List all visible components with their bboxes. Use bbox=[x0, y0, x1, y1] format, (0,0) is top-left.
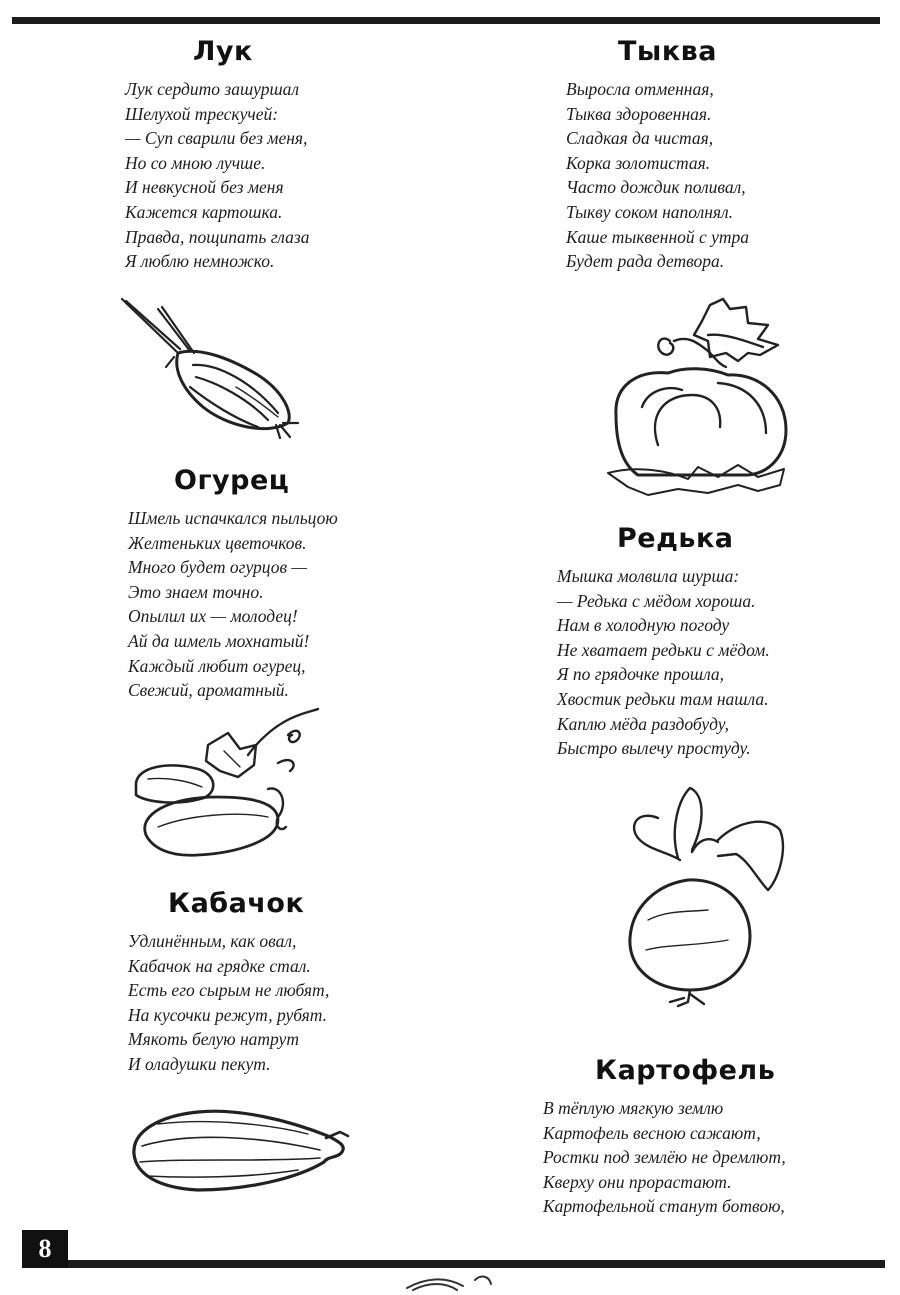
bottom-rule bbox=[68, 1260, 885, 1268]
poem-line: Будет рада детвора. bbox=[566, 251, 725, 272]
poem-line: Каждый любит огурец, bbox=[128, 655, 306, 676]
poem-title: Кабачок bbox=[168, 888, 305, 919]
poem-line: Много будет огурцов — bbox=[128, 557, 307, 578]
poem-line: Лук сердито зашуршал bbox=[125, 79, 300, 99]
poem-text bbox=[543, 1096, 786, 1219]
poem-line: Корка золотистая. bbox=[566, 152, 711, 173]
poem-zucchini bbox=[128, 888, 329, 1077]
onion-icon bbox=[118, 295, 303, 440]
zucchini-icon bbox=[128, 1102, 353, 1194]
poem-title: Лук bbox=[193, 36, 253, 67]
poem-line: Картофель весною сажают, bbox=[543, 1122, 761, 1143]
poem-line: Картофельной станут ботвою, bbox=[543, 1196, 785, 1217]
poem-text bbox=[566, 77, 749, 274]
poem-line: Шмель испачкался пыльцою bbox=[128, 508, 338, 528]
poem-line: Мякоть белую натрут bbox=[128, 1029, 299, 1050]
poem-line: В тёплую мягкую землю bbox=[543, 1098, 724, 1118]
poem-text bbox=[557, 564, 770, 761]
poem-line: Желтеньких цветочков. bbox=[128, 532, 307, 553]
poem-pumpkin bbox=[566, 36, 749, 274]
poem-line: Хвостик редьки там нашла. bbox=[557, 688, 769, 709]
poem-line: — Редька с мёдом хороша. bbox=[557, 590, 756, 611]
poem-onion bbox=[125, 36, 309, 274]
poem-line: И оладушки пекут. bbox=[128, 1053, 271, 1074]
poem-line: Каплю мёда раздобуду, bbox=[557, 713, 730, 734]
poem-line: Шелухой трескучей: bbox=[125, 103, 279, 124]
pumpkin-icon bbox=[598, 295, 798, 500]
poem-line: Нам в холодную погоду bbox=[557, 615, 730, 636]
poem-line: Кверху они прорастают. bbox=[543, 1171, 732, 1192]
poem-line: Тыкву соком наполнял. bbox=[566, 201, 734, 222]
poem-cucumber bbox=[128, 465, 338, 703]
poem-line: Часто дождик поливал, bbox=[566, 177, 746, 198]
poem-line: Быстро вылечу простуду. bbox=[557, 738, 751, 759]
poem-line: Ай да шмель мохнатый! bbox=[128, 630, 310, 651]
poem-line: Кажется картошка. bbox=[125, 201, 283, 222]
poem-line: Ростки под землёю не дремлют, bbox=[543, 1147, 786, 1168]
poem-text bbox=[128, 506, 338, 703]
poem-line: Это знаем точно. bbox=[128, 581, 264, 602]
poem-radish bbox=[557, 523, 770, 761]
poem-line: Кабачок на грядке стал. bbox=[128, 955, 311, 976]
poem-text bbox=[128, 929, 329, 1077]
poem-title: Тыква bbox=[618, 36, 717, 67]
poem-line: Выросла отменная, bbox=[566, 79, 714, 99]
poem-title: Огурец bbox=[174, 465, 290, 496]
poem-line: Опылил их — молодец! bbox=[128, 606, 298, 627]
poem-line: — Суп сварили без меня, bbox=[125, 128, 308, 149]
cucumber-icon bbox=[128, 705, 328, 865]
poem-text bbox=[125, 77, 309, 274]
poem-line: Мышка молвила шурша: bbox=[557, 566, 740, 586]
poem-line: Но со мною лучше. bbox=[125, 152, 266, 173]
poem-line: На кусочки режут, рубят. bbox=[128, 1004, 327, 1025]
poem-line: Есть его сырым не любят, bbox=[128, 980, 330, 1001]
poem-potato bbox=[543, 1055, 786, 1219]
poem-line: Сладкая да чистая, bbox=[566, 128, 714, 149]
poem-line: Каше тыквенной с утра bbox=[566, 226, 750, 247]
page-number: 8 bbox=[22, 1230, 68, 1268]
poem-line: Правда, пощипать глаза bbox=[125, 226, 310, 247]
poem-line: И невкусной без меня bbox=[125, 177, 284, 198]
poem-line: Я люблю немножко. bbox=[125, 251, 275, 272]
poem-line: Я по грядочке прошла, bbox=[557, 664, 725, 685]
poem-title: Картофель bbox=[595, 1055, 776, 1086]
poem-line: Удлинённым, как овал, bbox=[128, 931, 297, 951]
radish-icon bbox=[618, 780, 793, 1010]
poem-title: Редька bbox=[617, 523, 734, 554]
poem-line: Тыква здоровенная. bbox=[566, 103, 712, 124]
top-rule bbox=[12, 17, 880, 24]
poem-line: Свежий, ароматный. bbox=[128, 680, 289, 701]
ornament-icon bbox=[405, 1270, 500, 1295]
poem-line: Не хватает редьки с мёдом. bbox=[557, 639, 770, 660]
